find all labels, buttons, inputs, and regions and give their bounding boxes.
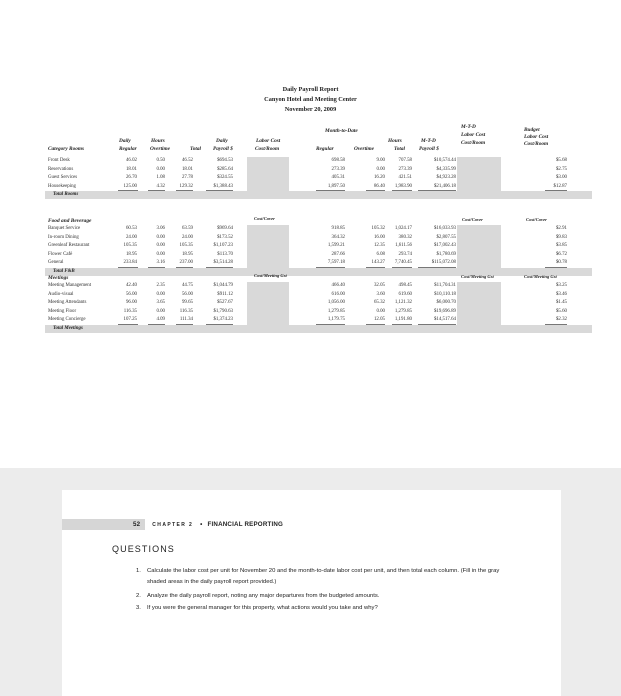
cell-mot: 0.00 (376, 166, 385, 172)
cell-reg: 105.35 (123, 243, 137, 248)
cell-mreg: 918.85 (331, 226, 345, 231)
table-row (0, 259, 621, 267)
cell-ot: 4.09 (156, 317, 165, 322)
cell-mtot: 380.32 (398, 234, 412, 240)
mtd-labor-header-bot: Cost/Room (461, 140, 486, 146)
overtime-mtd-header: Overtime (354, 146, 375, 152)
cell-ot: 0.50 (156, 158, 165, 163)
cell-mot: 0.00 (376, 308, 385, 314)
total-mtd-header: Total (394, 146, 405, 152)
cell-mreg: 1,179.75 (327, 317, 345, 322)
cell-budget: $0.78 (555, 260, 567, 265)
cell-name: Meeting Attendants (48, 300, 87, 305)
daily-header: Daily (119, 138, 131, 144)
cell-pay: $3,514.28 (213, 260, 233, 265)
cell-budget: $2.91 (555, 226, 567, 231)
cell-mtot: 421.51 (398, 175, 412, 180)
overtime-header: Overtime (150, 146, 171, 152)
cell-name: Reservations (48, 166, 74, 172)
cell-mot: 12.05 (373, 317, 385, 322)
cell-pay: $911.12 (217, 291, 233, 297)
total-header: Total (190, 146, 201, 152)
cell-reg: 26.70 (125, 175, 137, 180)
cell-budget: $9.83 (555, 234, 567, 240)
hours-header: Hours (151, 138, 165, 144)
cell-mot: 6.08 (376, 251, 385, 257)
cell-ot: 1.08 (156, 175, 165, 180)
fb-cost-header: Cost/Cover (254, 216, 275, 221)
cell-mpay: $4,335.99 (436, 166, 456, 172)
cell-budget: $5.60 (555, 308, 567, 314)
table-row (0, 282, 621, 290)
total-label: Total Meetings (53, 325, 83, 331)
table-row (0, 225, 621, 233)
chapter-label: CHAPTER 2 (152, 522, 194, 528)
cell-reg: 42.40 (125, 283, 137, 288)
total-row (0, 325, 621, 333)
payroll-header: Payroll $ (213, 146, 233, 152)
fb-mtd-cost-header: Cost/Cover (462, 217, 483, 222)
cell-reg: 46.02 (125, 158, 137, 163)
cell-pay: $1,388.43 (213, 183, 233, 189)
table-row (0, 174, 621, 182)
cell-reg: 96.00 (125, 300, 137, 305)
cell-mot: 143.27 (371, 260, 385, 265)
cell-reg: 18.01 (125, 166, 137, 172)
cell-name: Meeting Concierge (48, 317, 86, 322)
table-row (0, 242, 621, 250)
cell-mpay: $17,002.43 (433, 243, 456, 248)
cell-mtot: 1,121.32 (394, 300, 412, 305)
cell-mpay: $10,110.18 (434, 291, 456, 297)
cell-mot: 86.40 (373, 183, 385, 189)
meetings-cost-header: Cost/Meeting Gst (254, 273, 287, 278)
cost-per-room-header: Cost/Room (255, 146, 280, 152)
meetings-section-title: Meetings (48, 275, 69, 281)
cell-tot: 46.52 (181, 158, 193, 163)
chapter-title: FINANCIAL REPORTING (207, 521, 284, 528)
page-number: 52 (62, 519, 145, 530)
cell-budget: $1.45 (555, 300, 567, 305)
cell-ot: 0.00 (156, 166, 165, 172)
question-number: 3. (136, 605, 141, 611)
cell-mreg: 405.31 (331, 175, 345, 180)
cell-budget: $3.85 (555, 243, 567, 248)
cell-reg: 24.00 (125, 234, 137, 240)
budget-header-bot: Cost/Room (524, 141, 549, 147)
cell-mreg: 1,897.50 (327, 183, 345, 189)
hours-mtd-header: Hours (388, 138, 402, 144)
question-text: If you were the general manager for this property, what actions would you take and why? (147, 605, 378, 611)
cell-tot: 56.00 (181, 291, 193, 297)
questions-page (62, 490, 561, 696)
cell-mreg: 7,597.18 (327, 260, 345, 265)
cell-mreg: 466.40 (331, 283, 345, 288)
cell-budget: $6.72 (555, 251, 567, 257)
table-row (0, 291, 621, 299)
cell-pay: $285.64 (217, 166, 233, 172)
cell-mot: 9.00 (376, 158, 385, 163)
cell-name: General (48, 260, 64, 265)
cell-mtot: 498.45 (398, 283, 412, 288)
cell-pay: $1,107.23 (213, 243, 233, 248)
cell-ot: 4.32 (156, 183, 165, 189)
cell-mot: 105.32 (371, 226, 385, 231)
cell-mreg: 1,599.21 (327, 243, 345, 248)
cell-budget: $3.46 (555, 291, 567, 297)
cell-mtot: 293.74 (398, 251, 412, 257)
cell-name: Audio-visual (48, 291, 74, 297)
cell-pay: $527.67 (217, 300, 233, 305)
cell-name: Meeting Floor (48, 308, 77, 314)
cell-tot: 99.65 (181, 300, 193, 305)
cell-mreg: 616.00 (331, 291, 345, 297)
month-to-date-header: Month-to-Date (325, 128, 358, 134)
total-label: Total Rooms (53, 192, 79, 197)
cell-mpay: $6,000.70 (436, 300, 456, 305)
cell-tot: 116.35 (179, 308, 193, 314)
cell-name: In-room Dining (48, 234, 79, 240)
cell-mot: 65.32 (373, 300, 385, 305)
cell-mpay: $21,406.18 (433, 183, 456, 189)
chapter-header (62, 519, 283, 530)
cell-pay: $969.64 (217, 226, 233, 231)
mtd-header: M-T-D (421, 138, 436, 144)
fb-budget-cost-header: Cost/Cover (526, 217, 547, 222)
meetings-mtd-cost-header: Cost/Meeting Gst (461, 274, 494, 279)
cell-reg: 116.35 (123, 308, 137, 314)
cell-mreg: 698.58 (331, 158, 345, 163)
cell-mreg: 287.66 (331, 251, 345, 257)
cell-pay: $1,374.23 (213, 317, 233, 322)
cell-tot: 44.75 (181, 283, 193, 288)
cell-mtot: 273.39 (398, 166, 412, 172)
question-number: 2. (136, 593, 141, 599)
cell-ot: 3.16 (156, 260, 165, 265)
report-subtitle: Canyon Hotel and Meeting Center (264, 96, 357, 103)
cell-tot: 18.01 (181, 166, 193, 172)
cell-reg: 60.53 (125, 226, 137, 231)
table-row (0, 316, 621, 324)
regular-mtd-header: Regular (316, 146, 334, 152)
question-item (136, 591, 507, 602)
cell-mot: 12.35 (373, 243, 385, 248)
question-text: Analyze the daily payroll report, noting any major departures from the budgeted amounts. (147, 593, 380, 599)
report-title: Daily Payroll Report (282, 86, 339, 93)
cell-mreg: 273.39 (331, 166, 345, 172)
payroll-mtd-header: Payroll $ (419, 146, 439, 152)
meetings-budget-cost-header: Cost/Meeting Gst (524, 274, 557, 279)
cell-ot: 2.35 (156, 283, 165, 288)
table-row (0, 183, 621, 191)
cell-ot: 0.00 (156, 291, 165, 297)
cell-reg: 18.95 (125, 251, 137, 257)
cell-mpay: $2,807.55 (436, 234, 456, 240)
mtd-labor-header-top: M-T-D (461, 124, 476, 130)
cell-mpay: $16,033.93 (433, 226, 456, 231)
budget-header-mid: Labor Cost (524, 134, 549, 140)
cell-mpay: $10,574.44 (433, 158, 456, 163)
cell-mtot: 7,740.45 (394, 260, 412, 265)
cell-tot: 105.35 (179, 243, 193, 248)
cell-name: Flower Café (48, 251, 73, 257)
cell-mtot: 1,611.56 (395, 243, 412, 248)
cell-tot: 237.00 (179, 260, 193, 265)
cell-pay: $324.55 (217, 175, 233, 180)
question-text: Calculate the labor cost per unit for November 20 and the month-to-date labor cost per unit, and then total each column. (Fill in the gray shaded areas in the daily payroll report provided.) (147, 568, 500, 585)
budget-header-top: Budget (524, 127, 540, 133)
cell-mpay: $19,696.89 (433, 308, 456, 314)
question-item (136, 603, 507, 614)
table-row (0, 157, 621, 165)
cell-budget: $3.00 (555, 175, 567, 180)
cell-mpay: $4,923.28 (436, 175, 456, 180)
cell-pay: $1,044.79 (213, 283, 233, 288)
cell-mot: 32.05 (373, 283, 385, 288)
cell-ot: 0.00 (156, 243, 165, 248)
questions-heading: QUESTIONS (112, 544, 175, 554)
cell-budget: $2.75 (555, 166, 567, 172)
cell-mot: 16.00 (373, 234, 385, 240)
cell-pay: $113.70 (217, 251, 233, 257)
cell-tot: 18.95 (181, 251, 193, 257)
cell-reg: 125.00 (123, 183, 137, 189)
cell-name: Housekeeping (48, 183, 76, 189)
cell-mpay: $115,072.08 (431, 260, 456, 265)
cell-budget: $5.68 (555, 158, 567, 163)
cell-budget: $2.32 (555, 317, 567, 322)
table-row (0, 166, 621, 174)
regular-header: Regular (119, 146, 137, 152)
labor-cost-header: Labor Cost (256, 138, 281, 144)
cell-name: Meeting Management (48, 283, 92, 288)
table-row (0, 308, 621, 316)
report-date: November 20, 2009 (284, 106, 337, 113)
cell-mtot: 619.60 (398, 291, 412, 297)
question-item (136, 566, 507, 588)
cell-mpay: $1,780.69 (436, 251, 456, 257)
cell-mpay: $11,704.31 (434, 283, 456, 288)
cell-mreg: 1,056.00 (327, 300, 345, 305)
daily-payroll-header: Daily (216, 138, 228, 144)
cell-mtot: 707.58 (398, 158, 412, 163)
cell-mtot: 1,191.80 (394, 317, 412, 322)
mtd-labor-header-mid: Labor Cost (461, 132, 486, 138)
cell-name: Greenleaf Restaurant (48, 243, 90, 248)
cell-budget: $12.87 (553, 183, 567, 189)
cell-ot: 0.00 (156, 308, 165, 314)
cell-mreg: 364.32 (331, 234, 345, 240)
cell-reg: 107.25 (123, 317, 137, 322)
cell-mtot: 1,024.17 (394, 226, 412, 231)
table-row (0, 251, 621, 259)
total-row (0, 191, 621, 199)
cell-tot: 63.59 (181, 226, 193, 231)
cell-ot: 3.65 (156, 300, 165, 305)
cell-mpay: $14,517.64 (433, 317, 456, 322)
fb-section-title: Food and Beverage (48, 218, 92, 224)
question-number: 1. (136, 568, 141, 574)
cell-tot: 27.78 (181, 175, 193, 180)
cell-reg: 56.00 (125, 291, 137, 297)
cell-name: Banquet Service (48, 226, 81, 231)
cell-name: Front Desk (48, 158, 70, 163)
cell-mreg: 1,279.85 (327, 308, 345, 314)
cell-budget: $3.25 (555, 283, 567, 288)
cell-mot: 16.20 (373, 175, 385, 180)
cell-tot: 111.34 (179, 317, 193, 322)
cell-tot: 129.32 (179, 183, 193, 189)
cell-tot: 24.00 (181, 234, 193, 240)
cell-pay: $694.53 (217, 158, 233, 163)
cell-mtot: 1,983.90 (394, 183, 412, 189)
cell-reg: 233.84 (123, 260, 137, 265)
cell-name: Guest Services (48, 175, 78, 180)
table-row (0, 234, 621, 242)
cell-ot: 0.00 (156, 251, 165, 257)
cell-ot: 3.06 (156, 226, 165, 231)
table-row (0, 299, 621, 307)
category-rooms-header: Category Rooms (48, 146, 85, 152)
cell-mtot: 1,279.85 (394, 308, 412, 314)
cell-mot: 3.60 (376, 291, 385, 297)
chapter-bullet: • (200, 521, 203, 528)
cell-ot: 0.00 (156, 234, 165, 240)
cell-pay: $1,790.63 (213, 308, 233, 314)
total-label: Total F&B (53, 268, 75, 274)
cell-pay: $173.52 (217, 234, 233, 240)
